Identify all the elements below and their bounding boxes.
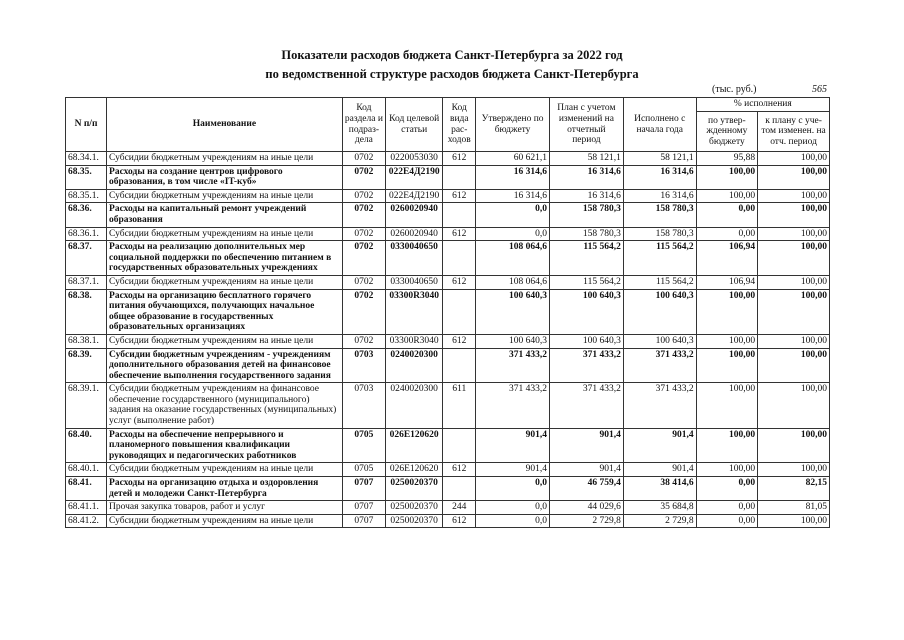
row-section-code: 0703 [342, 348, 385, 383]
row-section-code: 0705 [342, 463, 385, 477]
row-pct-plan: 100,00 [758, 289, 830, 334]
row-target-code: 026E120620 [385, 428, 442, 463]
row-type-code [443, 348, 476, 383]
row-number: 68.34.1. [66, 152, 107, 166]
row-approved: 100 640,3 [476, 334, 550, 348]
row-target-code: 0260020940 [385, 227, 442, 241]
row-plan: 158 780,3 [550, 203, 624, 227]
row-name: Расходы на создание центров цифрового образования, в том числе «IT-куб» [107, 165, 343, 189]
row-pct-plan: 100,00 [758, 203, 830, 227]
row-name: Субсидии бюджетным учреждениям на иные цели [107, 334, 343, 348]
row-target-code: 03300R3040 [385, 289, 442, 334]
row-executed: 115 564,2 [623, 241, 696, 276]
row-target-code: 026E120620 [385, 463, 442, 477]
row-type-code: 611 [443, 383, 476, 428]
table-row [66, 241, 830, 276]
row-plan: 115 564,2 [550, 241, 624, 276]
row-plan: 901,4 [550, 463, 624, 477]
row-plan: 100 640,3 [550, 289, 624, 334]
row-pct-plan: 100,00 [758, 514, 830, 528]
row-type-code: 612 [443, 463, 476, 477]
row-target-code: 022E4Д2190 [385, 165, 442, 189]
header-plan: План с учетом изменений на отчетный период [550, 98, 624, 152]
row-executed: 16 314,6 [623, 165, 696, 189]
row-type-code: 612 [443, 227, 476, 241]
row-section-code: 0707 [342, 477, 385, 501]
row-section-code: 0707 [342, 514, 385, 528]
row-name: Расходы на реализацию дополнительных мер социальной поддержки по обеспечению питанием в государственных образовательных учреждениях [107, 241, 343, 276]
row-approved: 108 064,6 [476, 241, 550, 276]
row-pct-plan: 100,00 [758, 152, 830, 166]
row-pct-approved: 100,00 [696, 165, 758, 189]
row-plan: 371 433,2 [550, 348, 624, 383]
row-approved: 16 314,6 [476, 165, 550, 189]
row-name: Субсидии бюджетным учреждениям на иные цели [107, 227, 343, 241]
row-name: Субсидии бюджетным учреждениям на иные цели [107, 189, 343, 203]
row-approved: 0,0 [476, 477, 550, 501]
row-number: 68.41. [66, 477, 107, 501]
row-section-code: 0702 [342, 189, 385, 203]
row-section-code: 0702 [342, 241, 385, 276]
header-name: Наименование [107, 98, 343, 152]
row-name: Субсидии бюджетным учреждениям на иные цели [107, 514, 343, 528]
row-pct-approved: 95,88 [696, 152, 758, 166]
header-approved: Утверждено по бюджету [476, 98, 550, 152]
row-plan: 100 640,3 [550, 334, 624, 348]
row-name: Расходы на организацию бесплатного горячего питания обучающихся, получающих начальное общее образование в государственных образовательных организациях [107, 289, 343, 334]
table-row [66, 383, 830, 428]
row-pct-plan: 82,15 [758, 477, 830, 501]
row-pct-plan: 100,00 [758, 334, 830, 348]
row-target-code: 0240020300 [385, 348, 442, 383]
row-target-code: 0240020300 [385, 383, 442, 428]
row-number: 68.37. [66, 241, 107, 276]
table-row [66, 501, 830, 515]
table-row [66, 152, 830, 166]
row-number: 68.35. [66, 165, 107, 189]
title-line-2: по ведомственной структуре расходов бюджета Санкт-Петербурга [265, 67, 639, 81]
row-target-code: 0250020370 [385, 477, 442, 501]
row-pct-approved: 100,00 [696, 189, 758, 203]
row-target-code: 0220053030 [385, 152, 442, 166]
row-number: 68.39.1. [66, 383, 107, 428]
row-section-code: 0702 [342, 203, 385, 227]
row-plan: 901,4 [550, 428, 624, 463]
row-type-code: 612 [443, 189, 476, 203]
table-row [66, 189, 830, 203]
row-executed: 158 780,3 [623, 227, 696, 241]
row-executed: 371 433,2 [623, 348, 696, 383]
row-name: Субсидии бюджетным учреждениям на иные цели [107, 463, 343, 477]
header-target-code: Код целевой статьи [385, 98, 442, 152]
row-approved: 16 314,6 [476, 189, 550, 203]
row-plan: 158 780,3 [550, 227, 624, 241]
row-name: Субсидии бюджетным учреждениям на финансовое обеспечение государственного (муниципального) задания на оказание государственных (муниципальных) услуг (выполнение работ) [107, 383, 343, 428]
row-section-code: 0702 [342, 227, 385, 241]
row-type-code [443, 477, 476, 501]
report-title [0, 46, 904, 84]
row-executed: 158 780,3 [623, 203, 696, 227]
row-executed: 901,4 [623, 428, 696, 463]
row-target-code: 0330040650 [385, 275, 442, 289]
row-executed: 58 121,1 [623, 152, 696, 166]
row-target-code: 0330040650 [385, 241, 442, 276]
row-pct-approved: 100,00 [696, 383, 758, 428]
row-executed: 16 314,6 [623, 189, 696, 203]
row-pct-plan: 100,00 [758, 383, 830, 428]
header-num: N п/п [66, 98, 107, 152]
row-number: 68.41.1. [66, 501, 107, 515]
row-executed: 371 433,2 [623, 383, 696, 428]
row-section-code: 0705 [342, 428, 385, 463]
row-target-code: 022E4Д2190 [385, 189, 442, 203]
row-approved: 0,0 [476, 514, 550, 528]
row-number: 68.40.1. [66, 463, 107, 477]
header-section-code: Код раздела и подраз- дела [342, 98, 385, 152]
row-pct-approved: 0,00 [696, 501, 758, 515]
row-approved: 60 621,1 [476, 152, 550, 166]
row-name: Субсидии бюджетным учреждениям на иные цели [107, 275, 343, 289]
row-approved: 0,0 [476, 203, 550, 227]
row-approved: 100 640,3 [476, 289, 550, 334]
row-approved: 0,0 [476, 501, 550, 515]
row-pct-approved: 0,00 [696, 203, 758, 227]
row-approved: 901,4 [476, 428, 550, 463]
table-row [66, 334, 830, 348]
row-approved: 371 433,2 [476, 348, 550, 383]
row-name: Субсидии бюджетным учреждениям на иные цели [107, 152, 343, 166]
row-pct-plan: 81,05 [758, 501, 830, 515]
row-target-code: 0250020370 [385, 501, 442, 515]
header-pct: % исполнения [696, 98, 829, 112]
row-pct-approved: 106,94 [696, 241, 758, 276]
row-number: 68.38. [66, 289, 107, 334]
row-number: 68.35.1. [66, 189, 107, 203]
row-executed: 901,4 [623, 463, 696, 477]
table-row [66, 203, 830, 227]
header-type-code: Код вида рас- ходов [443, 98, 476, 152]
row-approved: 0,0 [476, 227, 550, 241]
row-type-code [443, 289, 476, 334]
row-type-code: 612 [443, 275, 476, 289]
row-plan: 44 029,6 [550, 501, 624, 515]
table-row [66, 165, 830, 189]
row-name: Прочая закупка товаров, работ и услуг [107, 501, 343, 515]
table-row [66, 275, 830, 289]
row-pct-plan: 100,00 [758, 428, 830, 463]
row-number: 68.41.2. [66, 514, 107, 528]
row-section-code: 0702 [342, 165, 385, 189]
header-executed: Исполнено с начала года [623, 98, 696, 152]
page-number: 565 [812, 84, 827, 95]
row-executed: 100 640,3 [623, 334, 696, 348]
row-executed: 100 640,3 [623, 289, 696, 334]
row-plan: 16 314,6 [550, 165, 624, 189]
row-number: 68.36. [66, 203, 107, 227]
row-executed: 35 684,8 [623, 501, 696, 515]
row-section-code: 0702 [342, 152, 385, 166]
table-row [66, 463, 830, 477]
row-pct-approved: 100,00 [696, 289, 758, 334]
row-plan: 46 759,4 [550, 477, 624, 501]
row-type-code [443, 241, 476, 276]
row-approved: 901,4 [476, 463, 550, 477]
row-type-code [443, 165, 476, 189]
row-plan: 58 121,1 [550, 152, 624, 166]
row-type-code: 612 [443, 152, 476, 166]
row-target-code: 0260020940 [385, 203, 442, 227]
row-pct-approved: 0,00 [696, 514, 758, 528]
row-type-code [443, 203, 476, 227]
row-pct-plan: 100,00 [758, 165, 830, 189]
header-pct-plan: к плану с уче- том изменен. на отч. период [758, 112, 830, 152]
units-label: (тыс. руб.) [712, 84, 757, 95]
row-plan: 115 564,2 [550, 275, 624, 289]
table-row [66, 477, 830, 501]
row-section-code: 0702 [342, 275, 385, 289]
table-row [66, 428, 830, 463]
row-pct-plan: 100,00 [758, 348, 830, 383]
row-name: Расходы на капитальный ремонт учреждений образования [107, 203, 343, 227]
table-row [66, 227, 830, 241]
row-type-code [443, 428, 476, 463]
row-pct-approved: 100,00 [696, 348, 758, 383]
row-pct-approved: 100,00 [696, 463, 758, 477]
row-name: Субсидии бюджетным учреждениям - учреждениям дополнительного образования детей на финансовое обеспечение выполнения государственного задания [107, 348, 343, 383]
row-number: 68.39. [66, 348, 107, 383]
row-pct-plan: 100,00 [758, 227, 830, 241]
row-number: 68.37.1. [66, 275, 107, 289]
row-executed: 115 564,2 [623, 275, 696, 289]
row-plan: 16 314,6 [550, 189, 624, 203]
row-type-code: 244 [443, 501, 476, 515]
row-section-code: 0703 [342, 383, 385, 428]
row-executed: 38 414,6 [623, 477, 696, 501]
row-approved: 108 064,6 [476, 275, 550, 289]
row-pct-plan: 100,00 [758, 275, 830, 289]
table-row [66, 348, 830, 383]
row-pct-approved: 100,00 [696, 334, 758, 348]
row-pct-approved: 100,00 [696, 428, 758, 463]
row-number: 68.36.1. [66, 227, 107, 241]
row-number: 68.38.1. [66, 334, 107, 348]
row-pct-approved: 0,00 [696, 477, 758, 501]
row-type-code: 612 [443, 514, 476, 528]
row-pct-plan: 100,00 [758, 241, 830, 276]
row-type-code: 612 [443, 334, 476, 348]
row-pct-approved: 0,00 [696, 227, 758, 241]
row-target-code: 0250020370 [385, 514, 442, 528]
row-pct-approved: 106,94 [696, 275, 758, 289]
row-plan: 371 433,2 [550, 383, 624, 428]
row-pct-plan: 100,00 [758, 189, 830, 203]
row-section-code: 0702 [342, 334, 385, 348]
header-pct-approved: по утвер- жденному бюджету [696, 112, 758, 152]
table-row [66, 289, 830, 334]
row-approved: 371 433,2 [476, 383, 550, 428]
row-executed: 2 729,8 [623, 514, 696, 528]
row-target-code: 03300R3040 [385, 334, 442, 348]
row-section-code: 0702 [342, 289, 385, 334]
title-line-1: Показатели расходов бюджета Санкт-Петербурга за 2022 год [281, 48, 623, 62]
row-number: 68.40. [66, 428, 107, 463]
row-name: Расходы на организацию отдыха и оздоровления детей и молодежи Санкт-Петербурга [107, 477, 343, 501]
row-section-code: 0707 [342, 501, 385, 515]
budget-table [65, 97, 830, 528]
row-plan: 2 729,8 [550, 514, 624, 528]
row-name: Расходы на обеспечение непрерывного и планомерного повышения квалификации руководящих и педагогических работников [107, 428, 343, 463]
row-pct-plan: 100,00 [758, 463, 830, 477]
table-row [66, 514, 830, 528]
